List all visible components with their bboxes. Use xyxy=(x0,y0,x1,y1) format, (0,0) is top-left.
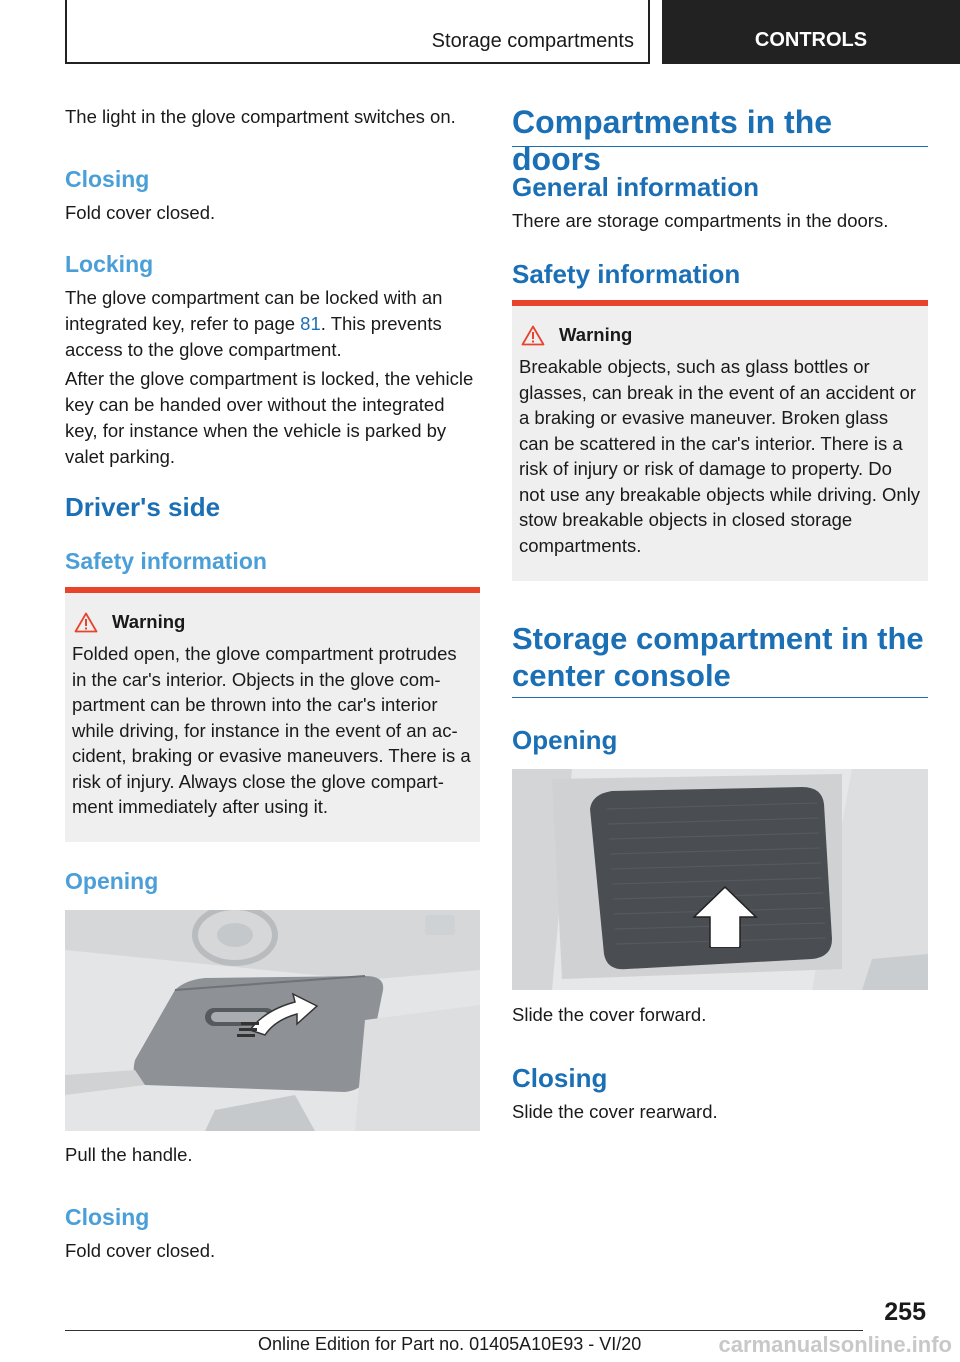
page-number: 255 xyxy=(884,1298,926,1326)
intro-text: The light in the glove compartment switches on. xyxy=(65,106,456,127)
header-section-title: Storage compartments xyxy=(431,30,634,52)
warning-text-left: Folded open, the glove compartment protrudes in the car's interior. Objects in the glove compartment can be thrown into the car's interior while driving, for instance in the event of an accident, braking or evasive maneuvers. There is a risk of injury. Always close the glove compartment immediately after using it. xyxy=(72,643,471,817)
warning-triangle-icon xyxy=(74,612,98,633)
footer-edition: Online Edition for Part no. 01405A10E93 - VI/20 xyxy=(258,1334,642,1354)
closing-text-2: Fold cover closed. xyxy=(65,1240,216,1261)
glove-compartment-illustration xyxy=(65,910,480,1131)
center-console-illustration xyxy=(512,769,928,990)
page-link-81[interactable]: 81 xyxy=(300,313,321,334)
doors-heading-rule xyxy=(512,146,928,147)
closing-heading-right: Closing xyxy=(512,1063,608,1093)
center-console-heading: Storage compartment in the center console xyxy=(512,621,924,693)
header-chapter-tab: CONTROLS xyxy=(662,0,960,64)
locking-paragraph-1 xyxy=(65,285,465,363)
warning-title-left xyxy=(72,609,473,635)
warning-label-right: Warning xyxy=(559,324,633,345)
warning-box-right xyxy=(512,300,928,581)
console-cover-image xyxy=(512,769,928,990)
closing-text: Fold cover closed. xyxy=(65,202,216,223)
warning-box-left xyxy=(65,587,480,842)
closing-text-right: Slide the cover rearward. xyxy=(512,1101,718,1122)
locking-paragraph-2: After the glove compartment is locked, the vehicle key can be handed over without the integrated key, for instance when the vehicle is parked by valet parking. xyxy=(65,368,474,467)
safety-info-heading-right: Safety information xyxy=(512,259,741,289)
opening-caption-right: Slide the cover forward. xyxy=(512,1004,707,1025)
closing-heading: Closing xyxy=(65,166,150,192)
watermark: carmanualsonline.info xyxy=(718,1332,952,1357)
warning-text-right: Breakable objects, such as glass bottles or glasses, can break in the event of an accident or a braking or evasive maneuver. Broken glass can be scattered in the car's interior. There is a risk of injury or risk of damage to property. Do not use any breakable objects while driving. Only stow breakable objects in closed storage compartments. xyxy=(519,356,921,556)
header-frame xyxy=(65,0,650,64)
warning-triangle-icon xyxy=(521,325,545,346)
opening-heading-left: Opening xyxy=(65,868,159,894)
general-info-heading: General information xyxy=(512,172,760,202)
opening-caption-left: Pull the handle. xyxy=(65,1144,193,1165)
center-console-heading-rule xyxy=(512,697,928,698)
safety-info-heading-left: Safety information xyxy=(65,548,267,574)
footer-rule xyxy=(65,1330,863,1331)
drivers-side-heading: Driver's side xyxy=(65,492,221,522)
locking-text-b: . This prevents access to the glove compartment. xyxy=(65,313,442,360)
glove-box-handle-image xyxy=(65,910,480,1131)
locking-text-a: The glove compartment can be locked with an integrated key, refer to page xyxy=(65,287,443,334)
warning-label-left: Warning xyxy=(112,611,186,632)
closing-heading-2: Closing xyxy=(65,1204,150,1230)
general-info-text: There are storage compartments in the doors. xyxy=(512,210,889,231)
locking-heading: Locking xyxy=(65,251,154,277)
doors-heading: Compartments in the doors xyxy=(512,104,833,177)
opening-heading-right: Opening xyxy=(512,725,618,755)
warning-title-right xyxy=(519,322,921,348)
